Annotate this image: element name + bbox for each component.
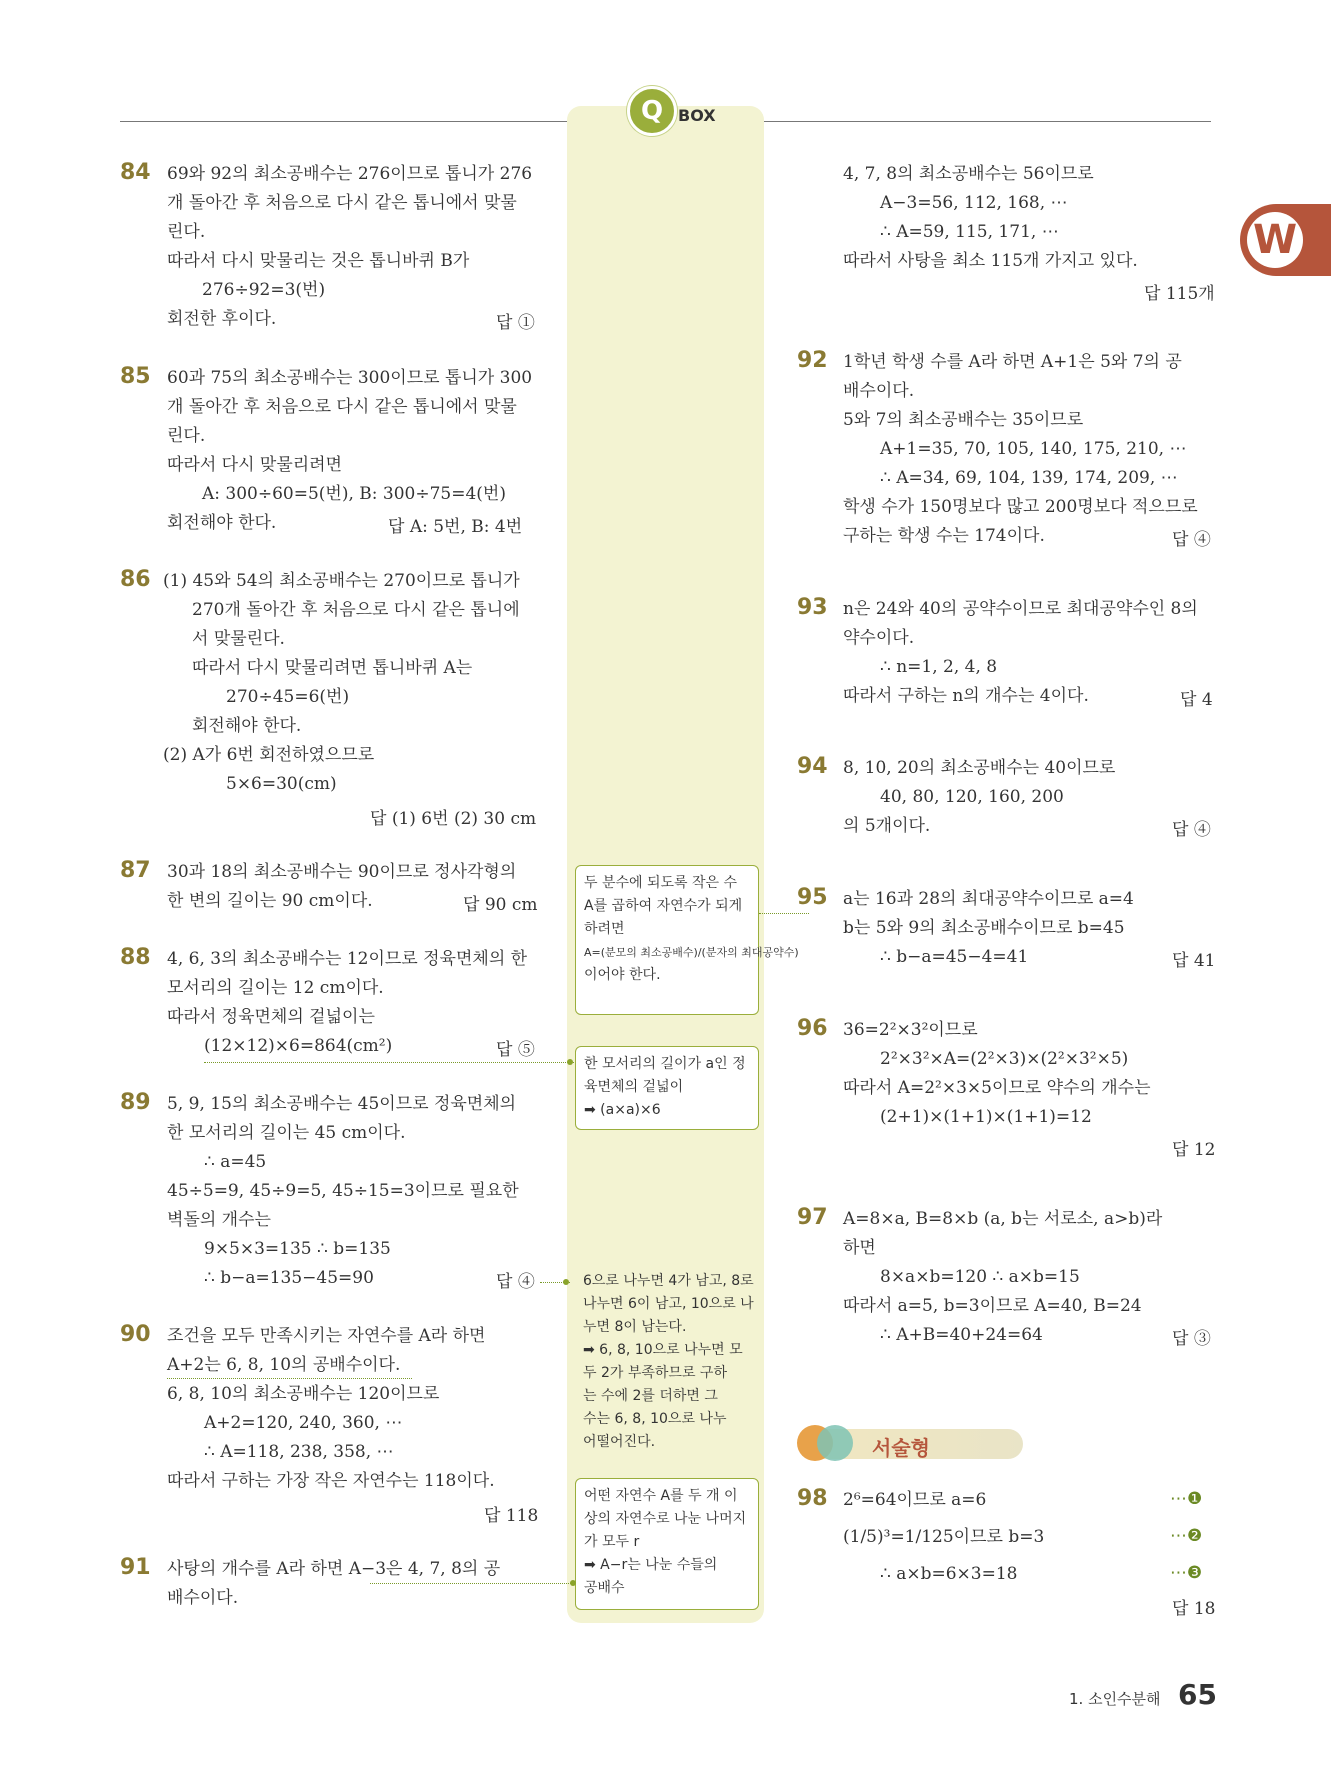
solution-line: 따라서 다시 맞물리려면: [167, 455, 343, 475]
solution-line: 69와 92의 최소공배수는 276이므로 톱니가 276: [167, 164, 533, 184]
connector-line: [167, 1378, 412, 1379]
solution-line: A+2=120, 240, 360, ⋯: [204, 1413, 403, 1433]
problem-number: 95: [797, 885, 828, 910]
connector-dot: [570, 1580, 576, 1586]
problem-number: 94: [797, 754, 828, 779]
qbox-note: [575, 1478, 759, 1610]
solution-line: 따라서 다시 맞물리는 것은 톱니바퀴 B가: [167, 251, 470, 271]
solution-line: 36=2²×3²이므로: [843, 1020, 978, 1040]
note-line: 수는 6, 8, 10으로 나누: [583, 1411, 727, 1427]
note-line: 6으로 나누면 4가 남고, 8로: [583, 1273, 754, 1289]
answer-label: 답 115개: [1144, 284, 1215, 304]
answer-label: 답 ④: [1172, 530, 1211, 550]
page-number: 65: [1178, 1678, 1217, 1711]
solution-line: 따라서 다시 맞물리려면 톱니바퀴 A는: [192, 658, 473, 678]
section-icon-overlay: [817, 1425, 853, 1461]
solution-line: 1학년 학생 수를 A라 하면 A+1은 5와 7의 공: [843, 352, 1182, 372]
problem-number: 98: [797, 1486, 828, 1511]
solution-line: (1/5)³=1/125이므로 b=3: [843, 1527, 1045, 1547]
problem-number: 97: [797, 1205, 828, 1230]
problem-number: 86: [120, 567, 151, 592]
note-line: 누면 8이 남는다.: [583, 1319, 687, 1335]
solution-line: ∴ A+B=40+24=64: [880, 1325, 1043, 1345]
answer-label: 답 41: [1172, 951, 1216, 971]
note-line: 하려면: [584, 921, 625, 937]
note-line: A를 곱하여 자연수가 되게: [584, 898, 743, 914]
solution-line: 회전해야 한다.: [192, 716, 302, 736]
note-line: 육면체의 겉넓이: [584, 1079, 684, 1095]
solution-line: ∴ a×b=6×3=18: [880, 1564, 1018, 1584]
note-line: A=(분모의 최소공배수)/(분자의 최대공약수): [584, 946, 799, 959]
solution-line: 회전한 후이다.: [167, 309, 277, 329]
note-line: 이어야 한다.: [584, 967, 661, 983]
note-line: 가 모두 r: [584, 1534, 640, 1550]
solution-line: (12×12)×6=864(cm²): [204, 1036, 393, 1056]
problem-number: 96: [797, 1016, 828, 1041]
problem-number: 84: [120, 160, 151, 185]
solution-line: 270÷45=6(번): [226, 687, 350, 707]
note-line: ➡ A−r는 나눈 수들의: [584, 1557, 718, 1573]
solution-line: 하면: [843, 1238, 876, 1258]
connector-dot: [563, 1279, 569, 1285]
solution-line: (2+1)×(1+1)×(1+1)=12: [880, 1107, 1092, 1127]
qbox-label: BOX: [678, 106, 716, 125]
note-line: 어떨어진다.: [583, 1434, 656, 1450]
solution-line: 따라서 구하는 n의 개수는 4이다.: [843, 686, 1089, 706]
connector-line: [204, 1062, 574, 1063]
solution-line: 구하는 학생 수는 174이다.: [843, 526, 1045, 546]
solution-line: A=8×a, B=8×b (a, b는 서로소, a>b)라: [843, 1209, 1163, 1229]
answer-label: 답 90 cm: [463, 895, 538, 915]
note-line: 어떤 자연수 A를 두 개 이: [584, 1488, 738, 1504]
solution-line: 45÷5=9, 45÷9=5, 45÷15=3이므로 필요한: [167, 1181, 519, 1201]
solution-line: 9×5×3=135 ∴ b=135: [204, 1239, 391, 1259]
solution-line: 따라서 사탕을 최소 115개 가지고 있다.: [843, 251, 1138, 271]
note-line: 나누면 6이 남고, 10으로 나: [583, 1296, 754, 1312]
solution-line: 40, 80, 120, 160, 200: [880, 787, 1064, 807]
top-rule-left: [120, 121, 567, 122]
solution-line: 의 5개이다.: [843, 816, 931, 836]
solution-line: 따라서 a=5, b=3이므로 A=40, B=24: [843, 1296, 1142, 1316]
problem-number: 91: [120, 1555, 151, 1580]
solution-line: 한 변의 길이는 90 cm이다.: [167, 891, 373, 911]
section-title: 서술형: [872, 1436, 930, 1460]
note-line: ➡ 6, 8, 10으로 나누면 모: [583, 1342, 743, 1358]
answer-label: 답 ①: [496, 313, 535, 333]
step-marker: ⋯❶: [1170, 1489, 1203, 1509]
qbox-note: [575, 865, 799, 1015]
step-marker: ⋯❷: [1170, 1526, 1203, 1546]
answer-label: 답 ④: [1172, 820, 1211, 840]
solution-line: A+1=35, 70, 105, 140, 175, 210, ⋯: [880, 439, 1187, 459]
w-tab-icon: W: [1247, 212, 1303, 268]
solution-line: 학생 수가 150명보다 많고 200명보다 적으므로: [843, 497, 1198, 517]
solution-line: 4, 6, 3의 최소공배수는 12이므로 정육면체의 한: [167, 949, 528, 969]
solution-line: 30과 18의 최소공배수는 90이므로 정사각형의: [167, 862, 517, 882]
connector-dot: [567, 1059, 573, 1065]
solution-line: A−3=56, 112, 168, ⋯: [880, 193, 1068, 213]
connector-line: [370, 1583, 575, 1584]
solution-line: ∴ b−a=135−45=90: [204, 1268, 374, 1288]
step-marker: ⋯❸: [1170, 1563, 1203, 1583]
solution-line: 5와 7의 최소공배수는 35이므로: [843, 410, 1084, 430]
answer-label: 답 ③: [1172, 1329, 1211, 1349]
solution-line: a는 16과 28의 최대공약수이므로 a=4: [843, 889, 1134, 909]
solution-line: (1) 45와 54의 최소공배수는 270이므로 톱니가: [163, 571, 520, 591]
note-line: 두 2가 부족하므로 구하: [583, 1365, 727, 1381]
answer-label: 답 12: [1172, 1140, 1216, 1160]
solution-line: 따라서 구하는 가장 작은 자연수는 118이다.: [167, 1471, 495, 1491]
solution-line: 5×6=30(cm): [226, 774, 337, 794]
solution-line: (2) A가 6번 회전하였으므로: [163, 745, 375, 765]
solution-line: 서 맞물린다.: [192, 629, 285, 649]
solution-line: 개 돌아간 후 처음으로 다시 같은 톱니에서 맞물: [167, 397, 517, 417]
solution-line: 린다.: [167, 222, 206, 242]
note-line: 상의 자연수로 나눈 나머지: [584, 1511, 747, 1527]
solution-line: ∴ n=1, 2, 4, 8: [880, 657, 998, 677]
solution-line: ∴ a=45: [204, 1152, 267, 1172]
solution-line: 8×a×b=120 ∴ a×b=15: [880, 1267, 1080, 1287]
solution-line: 270개 돌아간 후 처음으로 다시 같은 톱니에: [192, 600, 520, 620]
solution-line: 2²×3²×A=(2²×3)×(2²×3²×5): [880, 1049, 1129, 1069]
solution-line: 한 모서리의 길이는 45 cm이다.: [167, 1123, 406, 1143]
note-line: 한 모서리의 길이가 a인 정: [584, 1056, 746, 1072]
problem-number: 92: [797, 348, 828, 373]
problem-number: 89: [120, 1090, 151, 1115]
solution-line: 5, 9, 15의 최소공배수는 45이므로 정육면체의: [167, 1094, 517, 1114]
solution-line: 6, 8, 10의 최소공배수는 120이므로: [167, 1384, 440, 1404]
solution-line: ∴ b−a=45−4=41: [880, 947, 1029, 967]
problem-number: 87: [120, 858, 151, 883]
solution-line: 조건을 모두 만족시키는 자연수를 A라 하면: [167, 1326, 486, 1346]
solution-line: ∴ A=59, 115, 171, ⋯: [880, 222, 1059, 242]
note-line: 공배수: [584, 1580, 625, 1596]
solution-line: 따라서 A=2²×3×5이므로 약수의 개수는: [843, 1078, 1151, 1098]
solution-line: 276÷92=3(번): [202, 280, 326, 300]
solution-line: 린다.: [167, 426, 206, 446]
qbox-note: [575, 1264, 759, 1462]
note-line: ➡ (a×a)×6: [584, 1102, 661, 1118]
top-rule-right: [764, 121, 1211, 122]
solution-line: 사탕의 개수를 A라 하면 A−3은 4, 7, 8의 공: [167, 1559, 501, 1579]
answer-label: 답 A: 5번, B: 4번: [388, 517, 523, 537]
q-badge-icon: Q: [627, 86, 677, 136]
solution-line: 8, 10, 20의 최소공배수는 40이므로: [843, 758, 1116, 778]
answer-label: 답 118: [484, 1506, 539, 1526]
solution-line: 따라서 정육면체의 겉넓이는: [167, 1007, 375, 1027]
solution-line: b는 5와 9의 최소공배수이므로 b=45: [843, 918, 1125, 938]
answer-label: 답 ④: [496, 1272, 535, 1292]
answer-label: 답 4: [1180, 690, 1213, 710]
answer-label: 답 18: [1172, 1599, 1216, 1619]
solution-line: 60과 75의 최소공배수는 300이므로 톱니가 300: [167, 368, 533, 388]
solution-line: 4, 7, 8의 최소공배수는 56이므로: [843, 164, 1094, 184]
chapter-label: 1. 소인수분해: [1069, 1690, 1161, 1708]
note-line: 는 수에 2를 더하면 그: [583, 1388, 718, 1404]
qbox-note: [575, 1046, 759, 1130]
solution-line: ∴ A=118, 238, 358, ⋯: [204, 1442, 394, 1462]
solution-line: 모서리의 길이는 12 cm이다.: [167, 978, 384, 998]
solution-line: n은 24와 40의 공약수이므로 최대공약수인 8의: [843, 599, 1198, 619]
solution-line: 배수이다.: [843, 381, 915, 401]
answer-label: 답 (1) 6번 (2) 30 cm: [370, 809, 537, 829]
problem-number: 93: [797, 595, 828, 620]
problem-number: 88: [120, 945, 151, 970]
solution-line: 벽돌의 개수는: [167, 1210, 271, 1230]
answer-label: 답 ⑤: [496, 1040, 535, 1060]
solution-line: 개 돌아간 후 처음으로 다시 같은 톱니에서 맞물: [167, 193, 517, 213]
solution-line: ∴ A=34, 69, 104, 139, 174, 209, ⋯: [880, 468, 1178, 488]
solution-line: 2⁶=64이므로 a=6: [843, 1490, 987, 1510]
solution-line: 회전해야 한다.: [167, 513, 277, 533]
solution-line: A+2는 6, 8, 10의 공배수이다.: [167, 1355, 401, 1375]
problem-number: 90: [120, 1322, 151, 1347]
solution-line: 배수이다.: [167, 1588, 239, 1608]
solution-line: 약수이다.: [843, 628, 915, 648]
solution-line: A: 300÷60=5(번), B: 300÷75=4(번): [202, 484, 506, 504]
connector-line: [759, 913, 809, 914]
problem-number: 85: [120, 364, 151, 389]
note-line: 두 분수에 되도록 작은 수: [584, 875, 738, 891]
